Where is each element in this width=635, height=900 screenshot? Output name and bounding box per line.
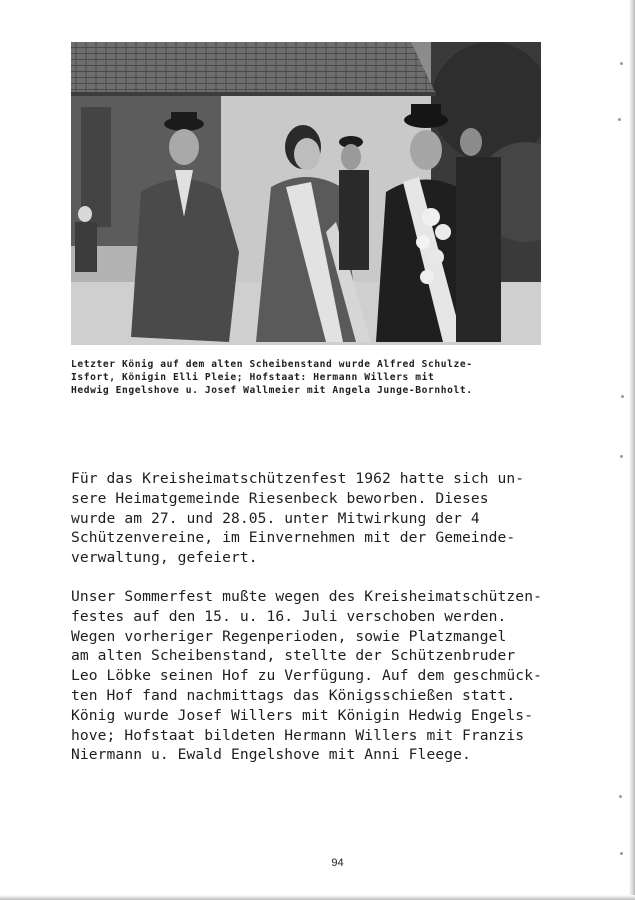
caption-line: Hedwig Engelshove u. Josef Wallmeier mit Angela Junge-Bornholt.: [71, 385, 473, 396]
scan-speck: [620, 62, 623, 65]
text-line: wurde am 27. und 28.05. unter Mitwirkung der 4: [71, 509, 480, 527]
text-line: Unser Sommerfest mußte wegen des Kreisheimatschützen-: [71, 587, 542, 605]
paragraph-festival: [71, 469, 571, 568]
caption-line: Isfort, Königin Elli Pleie; Hofstaat: Hermann Willers mit: [71, 372, 435, 383]
text-line: Niermann u. Ewald Engelshove mit Anni Fleege.: [71, 746, 471, 764]
scan-speck: [620, 455, 623, 458]
text-line: König wurde Josef Willers mit Königin Hedwig Engels-: [71, 706, 534, 724]
page-bottom-shadow: [0, 895, 635, 900]
scan-speck: [621, 395, 624, 398]
procession-photo: [71, 42, 541, 345]
text-line: Wegen vorheriger Regenperioden, sowie Platzmangel: [71, 627, 507, 645]
caption-line: Letzter König auf dem alten Scheibenstand wurde Alfred Schulze-: [71, 359, 473, 370]
paragraph-summer-festival: [71, 587, 571, 765]
scan-speck: [619, 795, 622, 798]
page-edge-shadow: [629, 0, 635, 900]
text-line: Schützenvereine, im Einvernehmen mit der Gemeinde-: [71, 529, 516, 547]
text-line: verwaltung, gefeiert.: [71, 549, 258, 567]
text-line: ten Hof fand nachmittags das Königsschießen statt.: [71, 686, 516, 704]
scan-speck: [620, 852, 623, 855]
body-text: [71, 469, 571, 765]
page-number: 94: [331, 857, 344, 869]
text-line: Für das Kreisheimatschützenfest 1962 hatte sich un-: [71, 470, 525, 487]
text-line: hove; Hofstaat bildeten Hermann Willers mit Franzis: [71, 726, 525, 744]
photo-caption: [71, 358, 571, 397]
text-line: festes auf den 15. u. 16. Juli verschoben werden.: [71, 607, 507, 625]
text-line: sere Heimatgemeinde Riesenbeck beworben. Dieses: [71, 489, 489, 507]
text-line: am alten Scheibenstand, stellte der Schützenbruder: [71, 647, 516, 665]
scan-speck: [618, 118, 621, 121]
text-line: Leo Löbke seinen Hof zu Verfügung. Auf dem geschmück-: [71, 667, 542, 685]
